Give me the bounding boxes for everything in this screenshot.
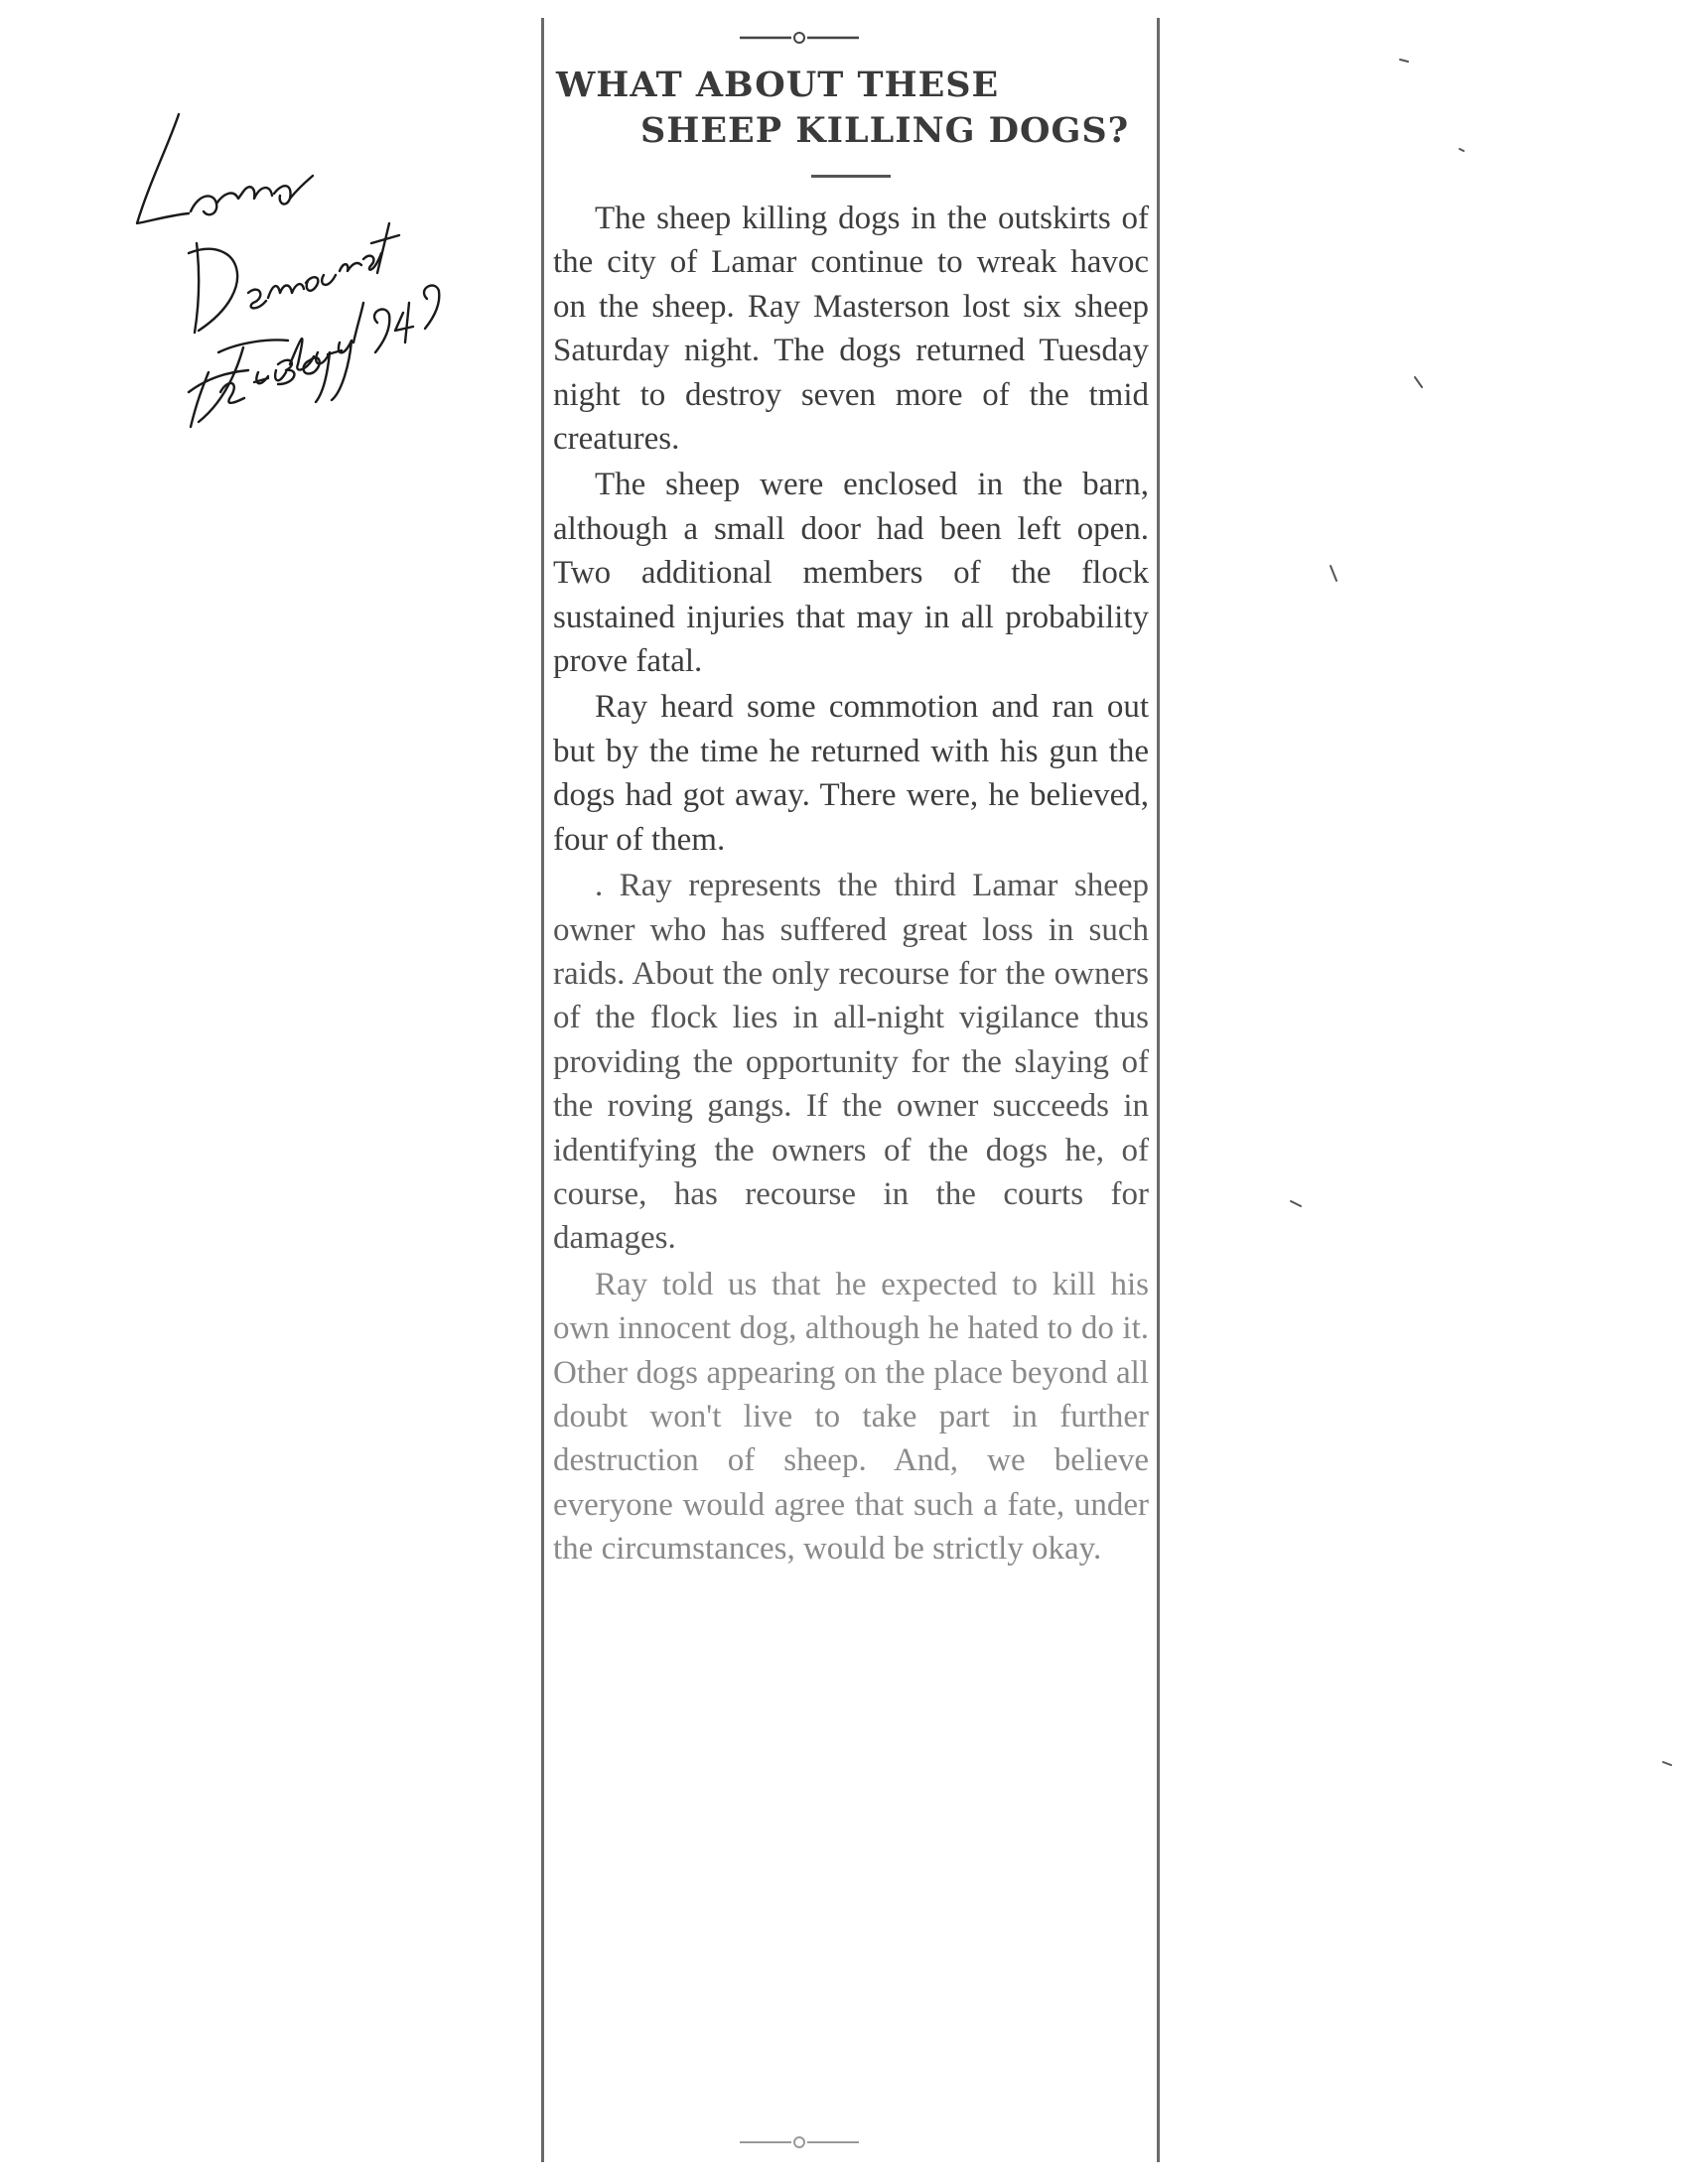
paragraph-1: The sheep killing dogs in the outskirts of the city of Lamar continue to wreak havoc on the sheep. Ray Masterson lost six sheep Saturday night. The dogs returned Tuesday night to destroy seven more of the tmid creatures. [553, 201, 1149, 458]
paragraph-5: Ray told us that he expected to kill his own innocent dog, although he hated to do it. Other dogs appearing on the place beyond all doubt won't live to take part in further destruction of sheep. And, we believe everyone would agree that such a fate, under the circumstances, would be strictly okay. [553, 1266, 1149, 1568]
paragraph-3: Ray heard some commotion and ran out but by the time he returned with his gun the dogs had got away. There were, he believed, four of them. [553, 689, 1149, 858]
headline-line-2: SHEEP KILLING DOGS? [640, 110, 1130, 151]
paragraph-2: The sheep were enclosed in the barn, although a small door had been left open. Two additional members of the flock sustained injuries that may in all probability prove fatal. [553, 467, 1149, 680]
paragraph-4: . Ray represents the third Lamar sheep owner who has suffered great loss in such raids. About the only recourse for the owners of the flock lies in all-night vigilance thus providing the opportunity for the slaying of the roving gangs. If the owner succeeds in identifying the owners of the dogs he, of course, has recourse in the courts for damages. [553, 868, 1149, 1257]
headline-line-1: WHAT ABOUT THESE [556, 65, 1000, 105]
